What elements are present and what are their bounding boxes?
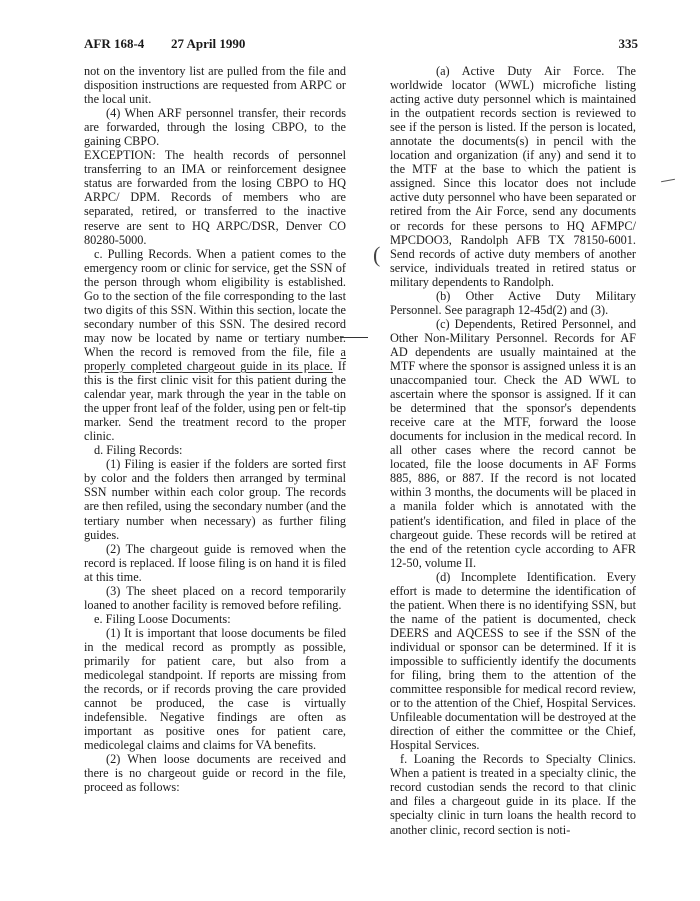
paragraph-text: If this is the first clinic visit for this patient during the calendar year, mark through the year in the table on the upper front leaf of the folder, using pen or felt-tip marker. Send the treatment record to the proper clinic.	[84, 358, 347, 444]
paragraph-dependents: (c) Dependents, Retired Personnel, and Other Non-Military Personnel. Records for AF AD dependents are usually maintained at the MTF where the sponsor is assigned unless it is an unaccompanied tour. Check the AD WWL to ascertain where the sponsor is assigned. If it can be determined that the sponsor's dependents receive care at the MTF, forward the loose documents for inclusion in the medical record. In all other cases where the record cannot be located, file the loose documents in AF Forms 885, 886, or 887. If the record is not located within 3 months, the documents will be placed in a manila folder which is annotated with the patient's identification, and filed in place of the chargeout guide. These records will be retired at the end of the retention cycle according to AFR 12-50, volume II.	[390, 316, 636, 570]
margin-paren-mark: (	[373, 242, 381, 267]
paragraph: (2) When loose documents are received and there is no chargeout guide or record in the file, proceed as follows:	[84, 752, 346, 795]
page-header	[84, 36, 638, 52]
document-date: 27 April 1990	[171, 36, 246, 51]
section-heading-filing-records: d. Filing Records:	[94, 443, 183, 458]
paragraph: (1) It is important that loose documents be filed in the medical record as promptly as possible, primarily for patient care, but also from a medicolegal standpoint. If reports are missing from the records, or if records proving the care provided cannot be produced, the case is virtually indefensible. Negative findings are often as important as positive ones for patient care, medicolegal claims and claims for VA benefits.	[84, 625, 346, 753]
paragraph-text: c. Pulling Records. When a patient comes to the emergency room or clinic for service, get the SSN of the person through whom eligibility is established. Go to the section of the file corresponding to the last two digits of this SSN. Within this section, locate the secondary number of this SSN. The desired record may now be located by name or tertiary number. When the record is removed from the file, file	[84, 246, 346, 359]
section-pulling-records	[84, 247, 346, 444]
paragraph-active-duty: (a) Active Duty Air Force. The worldwide locator (WWL) microfiche listing acting active duty personnel which is maintained in the outpatient records section is reviewed to see if the person is listed. If the person is located, annotate the documents(s) in pencil with the location and organization (if any) and send it to the MTF at the base to which the patient is assigned. Since this locator does not include active duty personnel who have been separated or retired from the Air Force, send any documents or records for these persons to HQ AFMPC/ MPCDOO3, Randolph AFB TX 78150-6001. Send records of active duty members of another service, individuals treated in retired status or military dependents to Randolph.	[390, 64, 636, 289]
paragraph: not on the inventory list are pulled from the file and disposition instructions are requested from ARPC or the local unit.	[84, 64, 346, 107]
margin-pen-mark	[661, 179, 675, 182]
section-heading-filing-loose-documents: e. Filing Loose Documents:	[94, 611, 231, 626]
paragraph: (1) Filing is easier if the folders are sorted first by color and the folders then arranged by terminal SSN number within each color group. The records are then refiled, using the secondary number (and the tertiary number when necessary) as further filing guides.	[84, 457, 346, 542]
paragraph-other-active-duty: (b) Other Active Duty Military Personnel. See paragraph 12-45d(2) and (3).	[390, 288, 636, 317]
handwritten-underline-extension	[340, 337, 368, 338]
exception-paragraph: EXCEPTION: The health records of personnel transferring to an IMA or reinforcement designee status are forwarded from the losing CBPO to HQ ARPC/ DPM. Records of members who are separated, retired, or transferred to the inactive reserve are sent to HQ ARPC/DSR, Denver CO 80280-5000.	[84, 148, 346, 247]
left-column	[84, 64, 346, 794]
paragraph-incomplete-identification: (d) Incomplete Identification. Every effort is made to determine the identification of the patient. When there is no identifying SSN, but the name of the patient is documented, check DEERS and AQCESS to see if the SSN of the individual or sponsor can be determined. If it is impossible to sufficiently identify the documents for filing, bring them to the attention of the committee responsible for medical record review, or to the attention of the Chief, Hospital Services. Unfileable documentation will be destroyed at the direction of either the committee or the Chief, Hospital Services.	[390, 569, 636, 753]
paragraph: (2) The chargeout guide is removed when the record is replaced. If loose filing is on hand it is filed at this time.	[84, 541, 346, 584]
paragraph: (3) The sheet placed on a record temporarily loaned to another facility is removed before refiling.	[84, 583, 346, 612]
right-column	[390, 64, 636, 837]
handwritten-underline: a properly completed chargeout guide in its place.	[84, 344, 346, 373]
document-id: AFR 168-4	[84, 36, 145, 51]
paragraph: (4) When ARF personnel transfer, their records are forwarded, through the losing CBPO, to the gaining CBPO.	[84, 106, 346, 149]
section-loaning-records: f. Loaning the Records to Specialty Clinics. When a patient is treated in a specialty clinic, the record custodian sends the record to that clinic and files a chargeout guide in its place. If the specialty clinic in turn loans the health record to another clinic, record section is noti-	[390, 752, 636, 837]
page-number: 335	[618, 36, 638, 51]
